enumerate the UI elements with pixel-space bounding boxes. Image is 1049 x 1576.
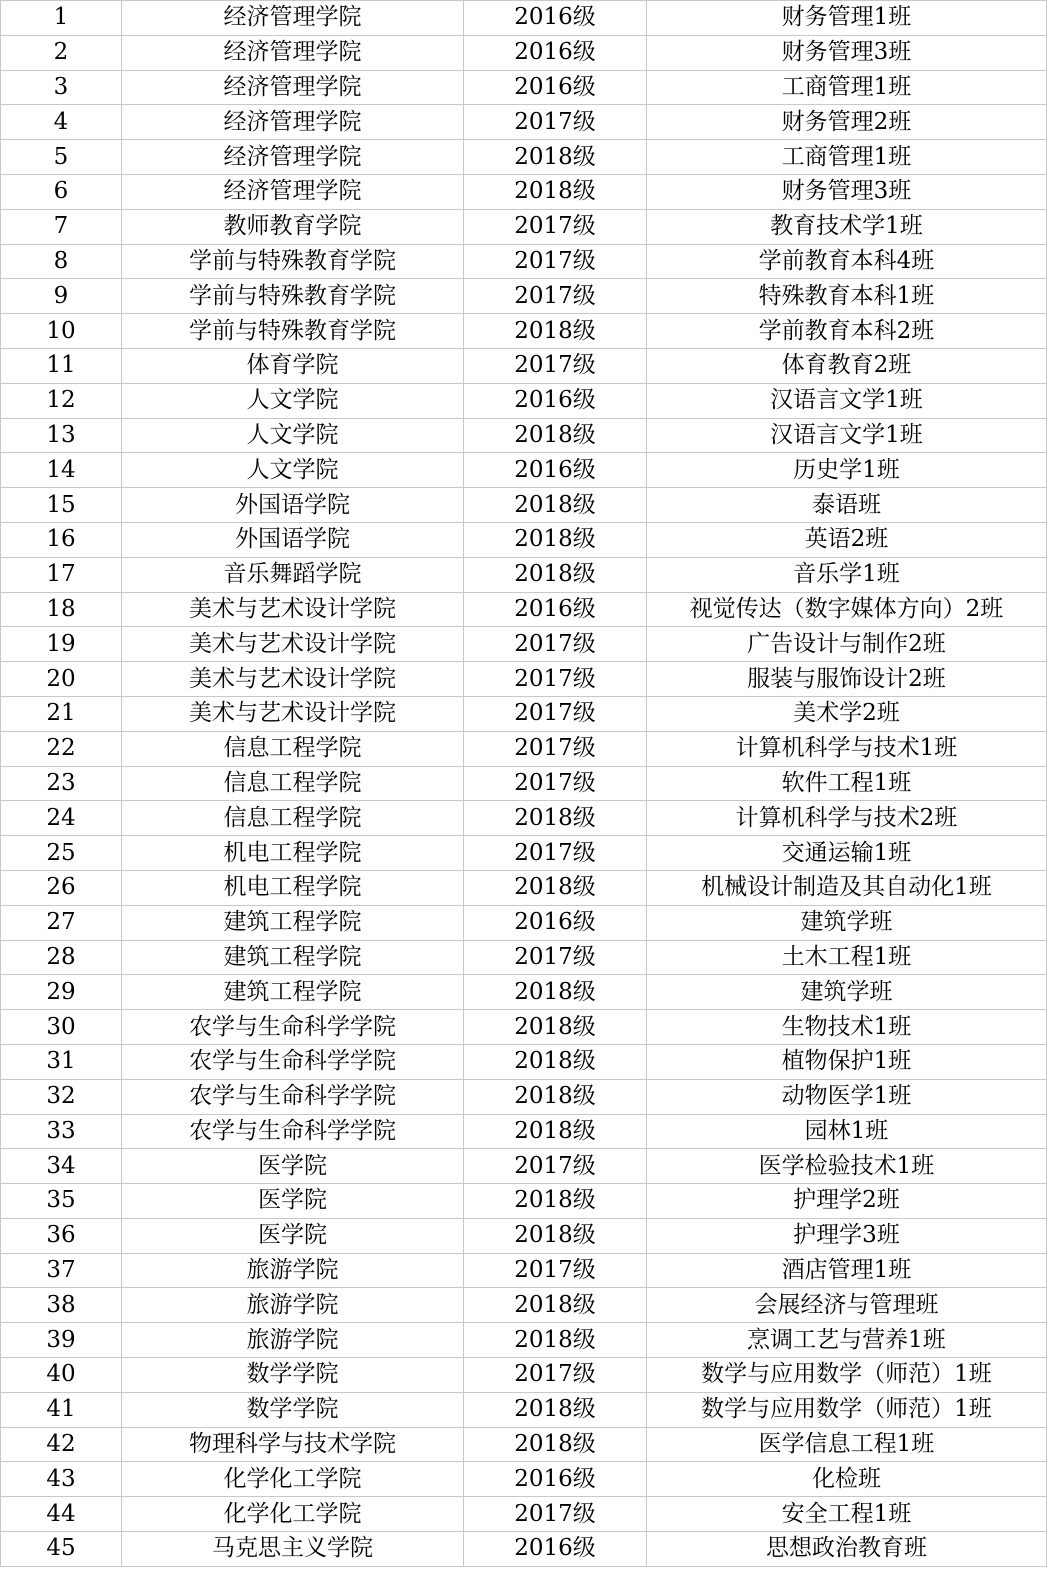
college-cell: 医学院 [122,1218,464,1253]
table-row [1,801,1047,836]
college-cell: 人文学院 [122,418,464,453]
college-cell: 经济管理学院 [122,105,464,140]
row-number-cell: 13 [1,418,122,453]
row-number-cell: 34 [1,1149,122,1184]
row-number-cell: 6 [1,174,122,209]
grade-cell: 2017级 [464,662,647,697]
grade-cell: 2018级 [464,1114,647,1149]
table-row [1,35,1047,70]
class-name-cell: 广告设计与制作2班 [647,627,1047,662]
table-row [1,488,1047,523]
table-row [1,1253,1047,1288]
table-row [1,279,1047,314]
college-cell: 信息工程学院 [122,801,464,836]
table-row [1,1497,1047,1532]
row-number-cell: 3 [1,70,122,105]
grade-cell: 2016级 [464,592,647,627]
college-cell: 建筑工程学院 [122,940,464,975]
table-row [1,70,1047,105]
row-number-cell: 14 [1,453,122,488]
row-number-cell: 22 [1,731,122,766]
class-name-cell: 学前教育本科2班 [647,314,1047,349]
college-cell: 外国语学院 [122,522,464,557]
grade-cell: 2018级 [464,1218,647,1253]
table-row [1,453,1047,488]
table-row [1,314,1047,349]
grade-cell: 2017级 [464,696,647,731]
table-row [1,662,1047,697]
table-row [1,766,1047,801]
class-name-cell: 建筑学班 [647,975,1047,1010]
college-cell: 信息工程学院 [122,731,464,766]
class-name-cell: 酒店管理1班 [647,1253,1047,1288]
table-row [1,1218,1047,1253]
grade-cell: 2018级 [464,557,647,592]
table-row [1,731,1047,766]
grade-cell: 2017级 [464,940,647,975]
table-row [1,522,1047,557]
row-number-cell: 12 [1,383,122,418]
class-name-cell: 泰语班 [647,488,1047,523]
college-cell: 数学学院 [122,1358,464,1393]
table-row [1,348,1047,383]
grade-cell: 2018级 [464,522,647,557]
table-row [1,383,1047,418]
table-row [1,1114,1047,1149]
row-number-cell: 26 [1,870,122,905]
table-row [1,1462,1047,1497]
row-number-cell: 4 [1,105,122,140]
row-number-cell: 19 [1,627,122,662]
class-name-cell: 工商管理1班 [647,140,1047,175]
class-name-cell: 交通运输1班 [647,836,1047,871]
row-number-cell: 7 [1,209,122,244]
row-number-cell: 28 [1,940,122,975]
table-row [1,696,1047,731]
grade-cell: 2016级 [464,1462,647,1497]
class-name-cell: 数学与应用数学（师范）1班 [647,1392,1047,1427]
grade-cell: 2016级 [464,70,647,105]
class-name-cell: 汉语言文学1班 [647,383,1047,418]
class-name-cell: 音乐学1班 [647,557,1047,592]
class-name-cell: 护理学2班 [647,1184,1047,1219]
college-cell: 农学与生命科学学院 [122,1044,464,1079]
grade-cell: 2017级 [464,279,647,314]
row-number-cell: 44 [1,1497,122,1532]
college-cell: 美术与艺术设计学院 [122,696,464,731]
grade-cell: 2018级 [464,1079,647,1114]
class-name-cell: 机械设计制造及其自动化1班 [647,870,1047,905]
class-name-cell: 视觉传达（数字媒体方向）2班 [647,592,1047,627]
table-row [1,627,1047,662]
row-number-cell: 35 [1,1184,122,1219]
row-number-cell: 23 [1,766,122,801]
grade-cell: 2018级 [464,174,647,209]
grade-cell: 2017级 [464,1253,647,1288]
table-row [1,1079,1047,1114]
grade-cell: 2018级 [464,140,647,175]
grade-cell: 2018级 [464,1288,647,1323]
college-cell: 学前与特殊教育学院 [122,244,464,279]
row-number-cell: 37 [1,1253,122,1288]
table-row [1,1010,1047,1045]
grade-cell: 2016级 [464,905,647,940]
row-number-cell: 45 [1,1532,122,1567]
college-cell: 机电工程学院 [122,836,464,871]
college-cell: 医学院 [122,1149,464,1184]
college-cell: 经济管理学院 [122,35,464,70]
college-cell: 医学院 [122,1184,464,1219]
row-number-cell: 18 [1,592,122,627]
table-row [1,1149,1047,1184]
class-name-cell: 特殊教育本科1班 [647,279,1047,314]
grade-cell: 2017级 [464,105,647,140]
class-name-cell: 教育技术学1班 [647,209,1047,244]
row-number-cell: 36 [1,1218,122,1253]
grade-cell: 2018级 [464,1323,647,1358]
class-name-cell: 英语2班 [647,522,1047,557]
row-number-cell: 40 [1,1358,122,1393]
grade-cell: 2017级 [464,1497,647,1532]
college-cell: 物理科学与技术学院 [122,1427,464,1462]
row-number-cell: 39 [1,1323,122,1358]
class-name-cell: 计算机科学与技术1班 [647,731,1047,766]
class-name-cell: 财务管理3班 [647,35,1047,70]
class-name-cell: 数学与应用数学（师范）1班 [647,1358,1047,1393]
row-number-cell: 9 [1,279,122,314]
grade-cell: 2018级 [464,1427,647,1462]
table-row [1,836,1047,871]
row-number-cell: 5 [1,140,122,175]
row-number-cell: 38 [1,1288,122,1323]
table-row [1,244,1047,279]
row-number-cell: 16 [1,522,122,557]
row-number-cell: 41 [1,1392,122,1427]
grade-cell: 2018级 [464,418,647,453]
table-row [1,105,1047,140]
table-row [1,418,1047,453]
grade-cell: 2017级 [464,836,647,871]
college-cell: 农学与生命科学学院 [122,1114,464,1149]
college-cell: 外国语学院 [122,488,464,523]
row-number-cell: 1 [1,1,122,36]
grade-cell: 2016级 [464,453,647,488]
college-cell: 人文学院 [122,453,464,488]
grade-cell: 2018级 [464,1184,647,1219]
grade-cell: 2018级 [464,488,647,523]
table-row [1,1323,1047,1358]
college-cell: 旅游学院 [122,1288,464,1323]
table-row [1,1044,1047,1079]
row-number-cell: 33 [1,1114,122,1149]
row-number-cell: 11 [1,348,122,383]
table-row [1,557,1047,592]
table-row [1,592,1047,627]
class-name-cell: 化检班 [647,1462,1047,1497]
grade-cell: 2017级 [464,209,647,244]
class-name-cell: 体育教育2班 [647,348,1047,383]
row-number-cell: 25 [1,836,122,871]
grade-cell: 2018级 [464,1010,647,1045]
row-number-cell: 31 [1,1044,122,1079]
class-name-cell: 生物技术1班 [647,1010,1047,1045]
grade-cell: 2018级 [464,801,647,836]
grade-cell: 2017级 [464,731,647,766]
table-row [1,975,1047,1010]
class-name-cell: 医学信息工程1班 [647,1427,1047,1462]
table-row [1,1288,1047,1323]
grade-cell: 2017级 [464,766,647,801]
college-cell: 建筑工程学院 [122,975,464,1010]
table-row [1,1427,1047,1462]
table-row [1,1,1047,36]
row-number-cell: 8 [1,244,122,279]
college-cell: 美术与艺术设计学院 [122,592,464,627]
grade-cell: 2017级 [464,244,647,279]
college-cell: 经济管理学院 [122,174,464,209]
table-row [1,174,1047,209]
table-row [1,1184,1047,1219]
row-number-cell: 20 [1,662,122,697]
college-cell: 化学化工学院 [122,1497,464,1532]
grade-cell: 2017级 [464,627,647,662]
class-name-cell: 动物医学1班 [647,1079,1047,1114]
row-number-cell: 42 [1,1427,122,1462]
table-row [1,209,1047,244]
row-number-cell: 17 [1,557,122,592]
college-cell: 数学学院 [122,1392,464,1427]
row-number-cell: 43 [1,1462,122,1497]
grade-cell: 2017级 [464,348,647,383]
class-name-cell: 土木工程1班 [647,940,1047,975]
college-cell: 建筑工程学院 [122,905,464,940]
grade-cell: 2018级 [464,975,647,1010]
table-row [1,905,1047,940]
class-name-cell: 植物保护1班 [647,1044,1047,1079]
grade-cell: 2018级 [464,314,647,349]
grade-cell: 2016级 [464,1532,647,1567]
row-number-cell: 21 [1,696,122,731]
class-name-cell: 计算机科学与技术2班 [647,801,1047,836]
class-name-cell: 财务管理1班 [647,1,1047,36]
table-row [1,940,1047,975]
table-body [1,1,1047,1567]
college-cell: 农学与生命科学学院 [122,1079,464,1114]
class-name-cell: 医学检验技术1班 [647,1149,1047,1184]
college-cell: 旅游学院 [122,1253,464,1288]
college-cell: 经济管理学院 [122,1,464,36]
grade-cell: 2016级 [464,35,647,70]
college-cell: 马克思主义学院 [122,1532,464,1567]
college-cell: 信息工程学院 [122,766,464,801]
college-cell: 化学化工学院 [122,1462,464,1497]
college-cell: 人文学院 [122,383,464,418]
college-cell: 机电工程学院 [122,870,464,905]
college-cell: 体育学院 [122,348,464,383]
class-name-cell: 历史学1班 [647,453,1047,488]
class-name-cell: 安全工程1班 [647,1497,1047,1532]
college-cell: 音乐舞蹈学院 [122,557,464,592]
row-number-cell: 15 [1,488,122,523]
row-number-cell: 24 [1,801,122,836]
class-name-cell: 学前教育本科4班 [647,244,1047,279]
class-name-cell: 烹调工艺与营养1班 [647,1323,1047,1358]
class-name-cell: 园林1班 [647,1114,1047,1149]
row-number-cell: 32 [1,1079,122,1114]
class-name-cell: 财务管理3班 [647,174,1047,209]
grade-cell: 2016级 [464,383,647,418]
grade-cell: 2017级 [464,1358,647,1393]
college-cell: 美术与艺术设计学院 [122,662,464,697]
table-row [1,870,1047,905]
row-number-cell: 30 [1,1010,122,1045]
college-cell: 美术与艺术设计学院 [122,627,464,662]
table-row [1,140,1047,175]
class-name-cell: 会展经济与管理班 [647,1288,1047,1323]
row-number-cell: 10 [1,314,122,349]
class-name-cell: 建筑学班 [647,905,1047,940]
college-cell: 经济管理学院 [122,140,464,175]
row-number-cell: 2 [1,35,122,70]
table-row [1,1392,1047,1427]
college-cell: 农学与生命科学学院 [122,1010,464,1045]
college-cell: 教师教育学院 [122,209,464,244]
college-cell: 经济管理学院 [122,70,464,105]
class-name-cell: 汉语言文学1班 [647,418,1047,453]
grade-cell: 2018级 [464,1392,647,1427]
class-name-cell: 服装与服饰设计2班 [647,662,1047,697]
grade-cell: 2018级 [464,870,647,905]
table-row [1,1532,1047,1567]
class-name-cell: 美术学2班 [647,696,1047,731]
table-row [1,1358,1047,1393]
college-cell: 旅游学院 [122,1323,464,1358]
class-name-cell: 财务管理2班 [647,105,1047,140]
class-name-cell: 软件工程1班 [647,766,1047,801]
row-number-cell: 29 [1,975,122,1010]
class-name-cell: 工商管理1班 [647,70,1047,105]
class-name-cell: 思想政治教育班 [647,1532,1047,1567]
row-number-cell: 27 [1,905,122,940]
class-name-cell: 护理学3班 [647,1218,1047,1253]
college-cell: 学前与特殊教育学院 [122,279,464,314]
grade-cell: 2017级 [464,1149,647,1184]
college-cell: 学前与特殊教育学院 [122,314,464,349]
grade-cell: 2018级 [464,1044,647,1079]
grade-cell: 2016级 [464,1,647,36]
